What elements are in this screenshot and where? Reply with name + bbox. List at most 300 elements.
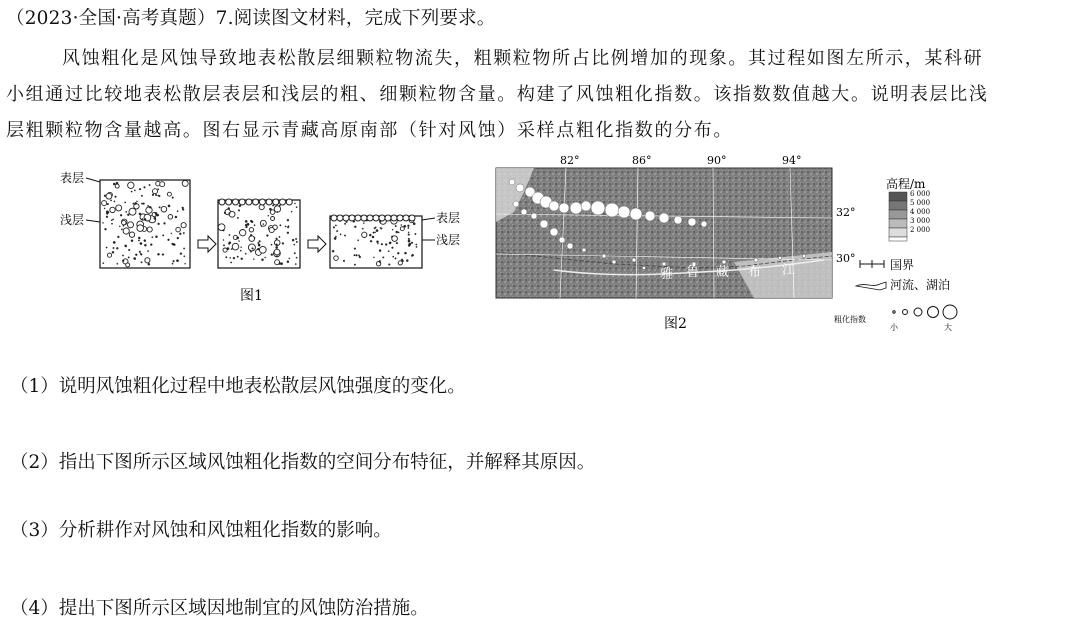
soil-particle xyxy=(254,225,255,226)
soil-particle xyxy=(282,242,284,244)
sample-point xyxy=(531,213,537,219)
sample-point xyxy=(591,201,605,215)
soil-particle xyxy=(372,236,374,238)
sample-point xyxy=(540,220,548,228)
soil-particle xyxy=(356,254,358,256)
soil-particle xyxy=(171,233,172,234)
soil-particle xyxy=(259,240,261,242)
soil-particle xyxy=(261,226,262,227)
soil-particle xyxy=(141,203,143,205)
soil-particle xyxy=(333,227,335,229)
soil-particle xyxy=(247,223,249,225)
soil-particle xyxy=(105,228,107,230)
soil-particle xyxy=(149,184,151,186)
coarse-particle xyxy=(219,199,225,205)
soil-particle xyxy=(116,205,122,211)
soil-particle xyxy=(177,237,179,239)
sample-point xyxy=(605,203,619,217)
soil-particle xyxy=(362,228,363,229)
soil-particle xyxy=(149,206,151,208)
soil-particle xyxy=(388,264,390,266)
soil-particle xyxy=(140,242,142,244)
soil-particle xyxy=(248,244,255,251)
label-shallow-right: 浅层 xyxy=(436,233,461,247)
soil-particle xyxy=(181,223,186,228)
sample-point xyxy=(802,254,805,257)
coarse-particle xyxy=(385,215,391,221)
coarse-particle xyxy=(361,215,367,221)
soil-particle xyxy=(268,215,269,216)
coarse-particle xyxy=(349,215,355,221)
soil-particle xyxy=(155,212,157,214)
soil-particle xyxy=(287,261,289,263)
soil-particle xyxy=(145,258,150,263)
soil-particle xyxy=(413,223,415,225)
sample-point xyxy=(550,228,558,236)
soil-particle xyxy=(335,225,336,226)
soil-particle xyxy=(335,236,336,237)
soil-particle xyxy=(385,244,387,246)
soil-particle xyxy=(126,211,127,212)
soil-particle xyxy=(158,195,159,196)
coarse-particle xyxy=(259,199,265,205)
figure-2-caption: 图2 xyxy=(664,316,687,332)
lon-90: 90° xyxy=(707,154,727,167)
soil-particle xyxy=(179,233,181,235)
elev-5000: 5 000 xyxy=(910,199,931,207)
sample-point xyxy=(516,184,524,192)
elev-2000: 2 000 xyxy=(910,226,931,234)
sample-point xyxy=(688,218,696,226)
soil-particle xyxy=(408,227,409,228)
soil-particle xyxy=(257,248,259,250)
soil-particle xyxy=(370,240,372,242)
soil-particle xyxy=(123,228,129,234)
soil-particle xyxy=(296,257,297,258)
soil-particle xyxy=(102,201,107,206)
soil-particle xyxy=(107,253,111,257)
soil-particle xyxy=(276,244,278,246)
soil-particle xyxy=(125,245,127,247)
soil-particle xyxy=(115,196,117,198)
soil-particle xyxy=(400,227,404,231)
coarse-particle xyxy=(286,199,292,205)
soil-particle xyxy=(173,260,175,262)
soil-particle xyxy=(287,219,289,221)
soil-particle xyxy=(177,211,178,212)
coarse-particle xyxy=(379,215,385,221)
soil-particle xyxy=(183,248,184,249)
soil-particle xyxy=(294,244,295,245)
coarse-particle xyxy=(253,199,259,205)
sample-point xyxy=(612,260,616,264)
soil-particle xyxy=(395,225,397,227)
soil-particle xyxy=(103,263,104,264)
soil-particle xyxy=(240,230,246,236)
soil-particle xyxy=(398,232,399,233)
soil-particle xyxy=(125,202,126,203)
soil-particle xyxy=(249,236,255,242)
soil-particle xyxy=(249,228,253,232)
soil-particle xyxy=(150,244,152,246)
river-char-3: 藏 xyxy=(716,265,730,280)
sample-point xyxy=(618,206,630,218)
river-char-5: 江 xyxy=(782,263,796,278)
soil-particle xyxy=(129,232,134,237)
soil-particle xyxy=(233,257,235,259)
coarse-particle xyxy=(226,199,232,205)
soil-particle xyxy=(375,232,376,233)
coarse-particle xyxy=(331,215,337,221)
soil-particle xyxy=(184,256,185,257)
soil-particle xyxy=(138,237,140,239)
soil-particle xyxy=(159,207,161,209)
sample-point xyxy=(559,237,565,243)
soil-particle xyxy=(376,241,378,243)
soil-particle xyxy=(230,257,231,258)
soil-particle xyxy=(144,240,146,242)
soil-particle xyxy=(392,247,394,249)
coarse-particle xyxy=(246,199,252,205)
soil-particle xyxy=(397,252,399,254)
soil-particle xyxy=(158,189,159,190)
soil-particle xyxy=(134,190,135,191)
soil-particle xyxy=(237,256,239,258)
soil-particle xyxy=(265,257,266,258)
soil-particle xyxy=(182,180,188,186)
coarse-particle xyxy=(280,199,286,205)
soil-particle xyxy=(280,225,282,227)
soil-particle xyxy=(139,213,141,215)
river-char-1: 雅 xyxy=(660,267,674,282)
sample-point xyxy=(521,209,527,215)
soil-particle xyxy=(362,232,367,237)
soil-particle xyxy=(158,223,160,225)
soil-particle xyxy=(110,200,111,201)
soil-particle xyxy=(147,205,148,206)
coarse-particle xyxy=(343,215,349,221)
soil-particle xyxy=(102,222,103,223)
sample-point xyxy=(567,243,573,249)
figure-1-caption: 图1 xyxy=(240,288,263,304)
coarse-particle xyxy=(397,215,403,221)
soil-particle xyxy=(176,260,178,262)
soil-particle xyxy=(408,234,410,236)
soil-particle xyxy=(128,249,130,251)
soil-particle xyxy=(411,242,413,244)
soil-particle xyxy=(402,260,404,262)
soil-particle xyxy=(340,234,341,235)
soil-particle xyxy=(175,216,177,218)
soil-particle xyxy=(152,237,153,238)
question-3: （3）分析耕作对风蚀和风蚀粗化指数的影响。 xyxy=(10,520,392,541)
soil-particle xyxy=(415,233,417,235)
soil-particle xyxy=(381,243,383,245)
soil-particle xyxy=(106,216,108,218)
soil-particle xyxy=(155,194,157,196)
soil-particle xyxy=(119,226,120,227)
soil-particle xyxy=(117,263,118,264)
soil-particle xyxy=(396,231,398,233)
soil-particle xyxy=(114,201,115,202)
soil-particle xyxy=(271,244,272,245)
elev-4000: 4 000 xyxy=(910,208,931,216)
soil-particle xyxy=(168,205,170,207)
soil-particle xyxy=(276,246,278,248)
soil-particle xyxy=(295,238,297,240)
soil-particle xyxy=(373,232,375,234)
soil-particle xyxy=(164,222,166,224)
soil-particle xyxy=(401,224,402,225)
soil-particle xyxy=(395,258,397,260)
soil-particle xyxy=(266,235,268,237)
sample-point xyxy=(559,203,569,213)
soil-particle xyxy=(343,260,345,262)
soil-particle xyxy=(408,244,410,246)
lon-86: 86° xyxy=(632,154,652,167)
soil-particle xyxy=(408,238,410,240)
soil-particle xyxy=(398,261,402,265)
soil-particle xyxy=(292,239,294,241)
soil-particle xyxy=(116,247,118,249)
soil-particle xyxy=(185,263,186,264)
soil-particle xyxy=(115,184,119,188)
soil-particle xyxy=(176,227,181,232)
soil-particle xyxy=(296,241,298,243)
soil-particle xyxy=(359,256,361,258)
soil-particle xyxy=(156,215,157,216)
soil-particle xyxy=(131,240,133,242)
soil-particle xyxy=(168,239,170,241)
sample-point xyxy=(513,201,519,207)
soil-particle xyxy=(354,264,356,266)
soil-particle xyxy=(285,226,286,227)
soil-particle xyxy=(121,229,122,230)
soil-particle xyxy=(128,257,130,259)
soil-particle xyxy=(113,247,115,249)
soil-particle xyxy=(228,243,230,245)
soil-particle xyxy=(408,232,409,233)
soil-particle xyxy=(223,245,225,247)
soil-particle xyxy=(111,223,112,224)
soil-particle xyxy=(240,250,241,251)
soil-particle xyxy=(272,205,274,207)
soil-particle xyxy=(369,234,371,236)
soil-particle xyxy=(373,257,374,258)
soil-particle xyxy=(126,263,130,267)
soil-particle xyxy=(226,256,228,258)
sample-point xyxy=(778,256,781,259)
soil-particle xyxy=(416,244,417,245)
soil-particle xyxy=(232,243,239,250)
soil-particle xyxy=(120,214,122,216)
coarse-particle xyxy=(266,199,272,205)
soil-particle xyxy=(122,260,124,262)
soil-particle xyxy=(144,186,146,188)
soil-particle xyxy=(288,226,289,227)
river-char-2: 鲁 xyxy=(686,265,700,280)
soil-particle xyxy=(123,225,124,226)
soil-particle xyxy=(154,217,156,219)
soil-particle xyxy=(148,263,150,265)
coarse-particle xyxy=(391,215,397,221)
legend-title: 高程/m xyxy=(886,177,926,191)
soil-particle xyxy=(161,206,167,212)
label-surface-right: 表层 xyxy=(436,211,461,225)
soil-particle xyxy=(162,235,164,237)
soil-particle xyxy=(379,250,381,252)
legend-border: 国界 xyxy=(890,258,915,272)
soil-particle xyxy=(224,212,226,214)
soil-particle xyxy=(182,207,184,209)
soil-particle xyxy=(172,263,173,264)
soil-particle xyxy=(237,217,239,219)
soil-particle xyxy=(111,220,112,221)
label-shallow: 浅层 xyxy=(60,213,85,227)
soil-particle xyxy=(396,242,398,244)
soil-particle xyxy=(411,255,413,257)
soil-particle xyxy=(134,257,136,259)
soil-particle xyxy=(354,226,356,228)
soil-particle xyxy=(127,214,129,216)
soil-particle xyxy=(141,262,143,264)
soil-particle xyxy=(155,236,157,238)
soil-particle xyxy=(296,207,297,208)
soil-particle xyxy=(147,227,152,232)
lat-32: 32° xyxy=(836,206,856,219)
sample-point xyxy=(701,221,707,227)
figure-2 xyxy=(494,152,964,337)
soil-particle xyxy=(245,220,247,222)
soil-particle xyxy=(172,197,174,199)
sample-point xyxy=(674,216,682,224)
problem-source: （2023·全国·高考真题）7.阅读图文材料，完成下列要求。 xyxy=(6,8,496,29)
paragraph-line-2: 小组通过比较地表松散层表层和浅层的粗、细颗粒物含量。构建了风蚀粗化指数。该指数数值越大。说明表层比浅 xyxy=(6,84,989,105)
soil-particle xyxy=(357,240,358,241)
sample-point xyxy=(549,201,559,211)
soil-particle xyxy=(261,259,263,261)
soil-particle xyxy=(135,254,137,256)
soil-particle xyxy=(139,188,141,190)
coarse-particle xyxy=(233,199,239,205)
sample-point xyxy=(582,248,586,252)
soil-particle xyxy=(128,222,134,228)
soil-particle xyxy=(231,248,232,249)
soil-particle xyxy=(157,214,159,216)
elev-6000: 6 000 xyxy=(910,190,931,198)
soil-particle xyxy=(238,210,240,212)
soil-particle xyxy=(122,255,123,256)
coarse-particle xyxy=(409,215,415,221)
soil-particle xyxy=(416,246,417,247)
soil-particle xyxy=(144,244,146,246)
soil-particle xyxy=(379,261,381,263)
sample-point xyxy=(630,208,642,220)
soil-particle xyxy=(183,232,185,234)
soil-particle xyxy=(167,192,171,196)
soil-particle xyxy=(162,254,164,256)
soil-particle xyxy=(153,189,158,194)
soil-particle xyxy=(407,225,409,227)
soil-particle xyxy=(280,263,282,265)
sample-point xyxy=(642,266,645,269)
soil-particle xyxy=(112,251,114,253)
soil-particle xyxy=(332,250,334,252)
sample-point xyxy=(754,258,758,262)
soil-particle xyxy=(258,244,260,246)
soil-particle xyxy=(287,232,289,234)
soil-particle xyxy=(229,213,231,215)
soil-particle xyxy=(408,240,410,242)
coarse-particle xyxy=(239,199,245,205)
soil-particle xyxy=(344,223,346,225)
sample-point xyxy=(662,262,666,266)
river-char-4: 布 xyxy=(748,265,762,280)
soil-particle xyxy=(354,248,356,250)
soil-particle xyxy=(168,215,173,220)
soil-particle xyxy=(139,251,141,253)
question-4: （4）提出下图所示区域因地制宜的风蚀防治措施。 xyxy=(10,598,429,619)
sample-point xyxy=(632,258,636,262)
soil-particle xyxy=(404,252,406,254)
soil-particle xyxy=(157,253,159,255)
soil-particle xyxy=(334,237,336,239)
soil-particle xyxy=(294,252,296,254)
soil-particle xyxy=(223,229,225,231)
soil-particle xyxy=(363,223,364,224)
soil-particle xyxy=(260,220,266,226)
soil-particle xyxy=(104,208,105,209)
label-surface: 表层 xyxy=(60,171,85,185)
soil-particle xyxy=(354,254,356,256)
soil-particle xyxy=(110,207,115,212)
soil-particle xyxy=(294,203,295,204)
coarse-particle xyxy=(403,215,409,221)
soil-particle xyxy=(137,225,144,232)
soil-particle xyxy=(259,246,266,253)
legend-small: 小 xyxy=(890,323,898,332)
soil-particle xyxy=(374,227,376,229)
soil-particle xyxy=(229,234,230,235)
soil-particle xyxy=(152,194,154,196)
soil-particle xyxy=(106,211,108,213)
soil-particle xyxy=(388,251,389,252)
coarse-particle xyxy=(367,215,373,221)
soil-particle xyxy=(358,255,359,256)
soil-particle xyxy=(271,217,275,221)
soil-particle xyxy=(279,236,280,237)
soil-particle xyxy=(336,230,338,232)
soil-particle xyxy=(136,201,137,202)
sample-point xyxy=(570,202,582,214)
sample-point xyxy=(645,211,655,221)
soil-particle xyxy=(269,227,274,232)
soil-particle xyxy=(134,202,136,204)
soil-particle xyxy=(142,218,143,219)
soil-particle xyxy=(133,203,134,204)
soil-particle xyxy=(143,203,145,205)
elev-3000: 3 000 xyxy=(910,217,931,225)
soil-particle xyxy=(406,260,408,262)
soil-particle xyxy=(392,229,393,230)
lat-30: 30° xyxy=(836,252,856,265)
soil-particle xyxy=(383,257,385,259)
soil-particle xyxy=(295,263,296,264)
soil-particle xyxy=(116,182,118,184)
soil-particle xyxy=(377,243,378,244)
soil-particle xyxy=(276,238,278,240)
question-2: （2）指出下图所示区域风蚀粗化指数的空间分布特征，并解释其原因。 xyxy=(10,452,596,473)
